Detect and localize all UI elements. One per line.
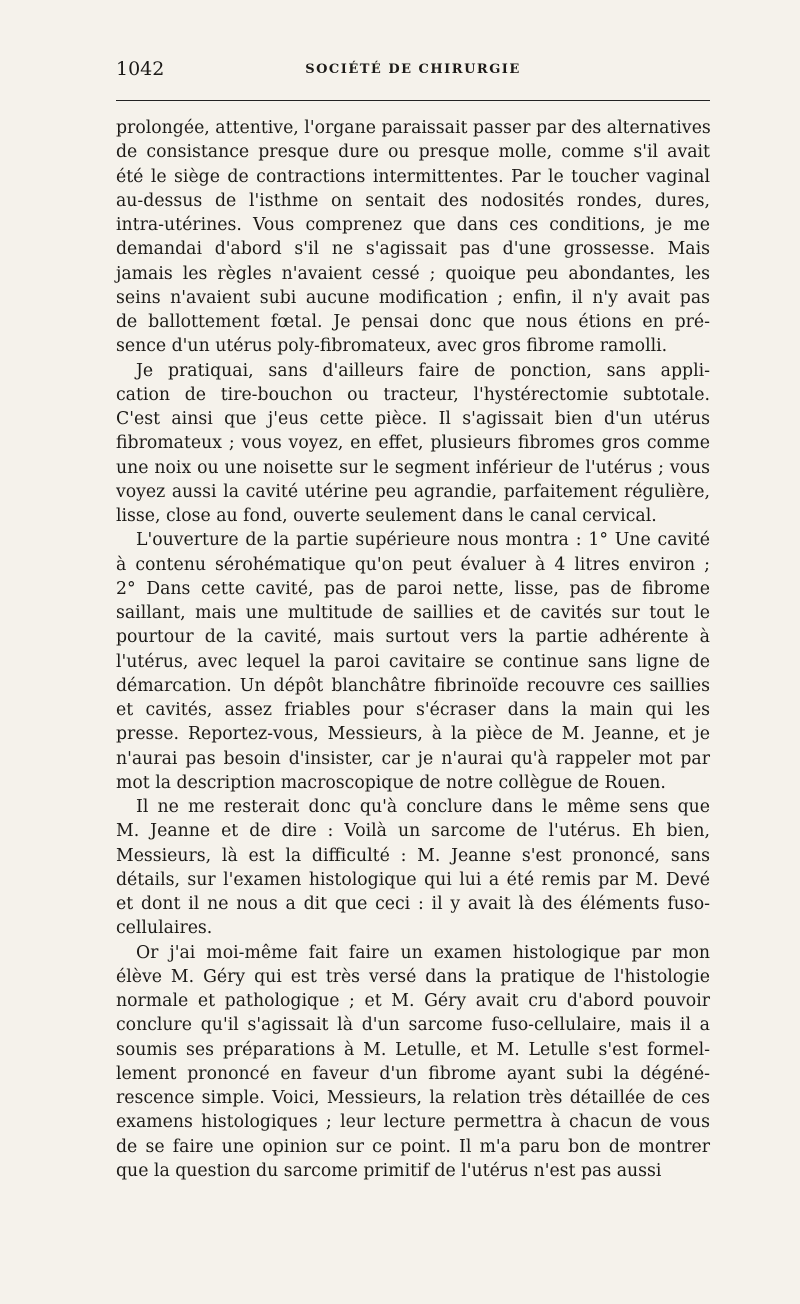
text-line: demandai d'abord s'il ne s'agissait pas d'une grossesse. Mais [116,239,710,260]
text-line: de consistance presque dure ou presque molle, comme s'il avait [116,142,710,163]
text-line: L'ouverture de la partie supérieure nous montra : 1° Une cavité [136,530,710,551]
text-line: normale et pathologique ; et M. Géry avait cru d'abord pouvoir [116,991,710,1011]
text-line: démarcation. Un dépôt blanchâtre fibrinoïde recouvre ces saillies [116,675,710,696]
page-number: 1042 [116,58,165,80]
text-line: lement prononcé en faveur d'un fibrome ayant subi la dégéné- [116,1063,710,1084]
text-line: n'aurai pas besoin d'insister, car je n'aurai qu'à rappeler mot par [116,748,710,769]
text-line: fibromateux ; vous voyez, en effet, plusieurs fibromes gros comme [116,433,710,454]
body-text [116,116,710,1183]
text-line: Or j'ai moi-même fait faire un examen histologique par mon [136,942,710,963]
text-line: détails, sur l'examen histologique qui lui a été remis par M. Devé [116,869,710,890]
text-line: de ballottement fœtal. Je pensai donc que nous étions en pré- [116,312,710,332]
text-line: et cavités, assez friables pour s'écraser dans la main qui les [116,700,710,720]
text-line: jamais les règles n'avaient cessé ; quoique peu abondantes, les [116,263,710,284]
text-line: été le siège de contractions intermittentes. Par le toucher vaginal [116,166,710,187]
text-line: intra-utérines. Vous comprenez que dans ces conditions, je me [116,215,710,235]
text-line: Il ne me resterait donc qu'à conclure dans le même sens que [136,797,710,817]
page-header [116,58,710,88]
text-line: et dont il ne nous a dit que ceci : il y avait là des éléments fuso- [116,894,710,914]
text-line: cation de tire-bouchon ou tracteur, l'hystérectomie subtotale. [116,384,710,405]
text-line: 2° Dans cette cavité, pas de paroi nette, lisse, pas de fibrome [116,578,710,599]
text-line: seins n'avaient subi aucune modification ; enfin, il n'y avait pas [116,287,710,308]
running-head: SOCIÉTÉ DE CHIRURGIE [305,62,521,77]
text-line: presse. Reportez-vous, Messieurs, à la pièce de M. Jeanne, et je [116,724,710,745]
text-line: cellulaires. [116,918,213,939]
paragraph [116,528,710,795]
paragraph [116,795,710,941]
text-line: que la question du sarcome primitif de l'utérus n'est pas aussi [116,1160,662,1181]
text-line: Messieurs, là est la difficulté : M. Jeanne s'est prononcé, sans [116,845,710,866]
text-line: pourtour de la cavité, mais surtout vers la partie adhérente à [116,627,710,648]
text-line: élève M. Géry qui est très versé dans la pratique de l'histologie [116,966,710,987]
text-line: examens histologiques ; leur lecture permettra à chacun de vous [116,1112,710,1133]
paragraph [116,359,710,529]
text-line: conclure qu'il s'agissait là d'un sarcome fuso-cellulaire, mais il a [116,1015,710,1036]
text-line: rescence simple. Voici, Messieurs, la relation très détaillée de ces [116,1088,710,1108]
text-line: au-dessus de l'isthme on sentait des nodosités rondes, dures, [116,190,710,211]
text-line: Je pratiquai, sans d'ailleurs faire de ponction, sans appli- [136,360,710,381]
text-line: une noix ou une noisette sur le segment inférieur de l'utérus ; vous [116,457,710,478]
text-line: l'utérus, avec lequel la paroi cavitaire se continue sans ligne de [116,651,710,672]
text-line: de se faire une opinion sur ce point. Il m'a paru bon de montrer [116,1136,710,1157]
text-line: saillant, mais une multitude de saillies et de cavités sur tout le [116,603,710,623]
text-line: mot la description macroscopique de notre collègue de Rouen. [116,772,666,793]
text-line: prolongée, attentive, l'organe paraissait passer par des alternatives [116,118,711,138]
text-line: sence d'un utérus poly-fibromateux, avec gros fibrome ramolli. [116,336,668,357]
text-line: soumis ses préparations à M. Letulle, et M. Letulle s'est formel- [116,1039,710,1060]
text-line: voyez aussi la cavité utérine peu agrandie, parfaitement régulière, [116,481,710,502]
text-line: C'est ainsi que j'eus cette pièce. Il s'agissait bien d'un utérus [116,409,710,429]
header-rule [116,100,710,101]
paragraph [116,116,710,359]
paragraph [116,941,710,1184]
text-line: M. Jeanne et de dire : Voilà un sarcome de l'utérus. Eh bien, [116,821,710,842]
text-line: à contenu sérohématique qu'on peut évaluer à 4 litres environ ; [116,554,710,575]
text-line: lisse, close au fond, ouverte seulement dans le canal cervical. [116,506,657,526]
